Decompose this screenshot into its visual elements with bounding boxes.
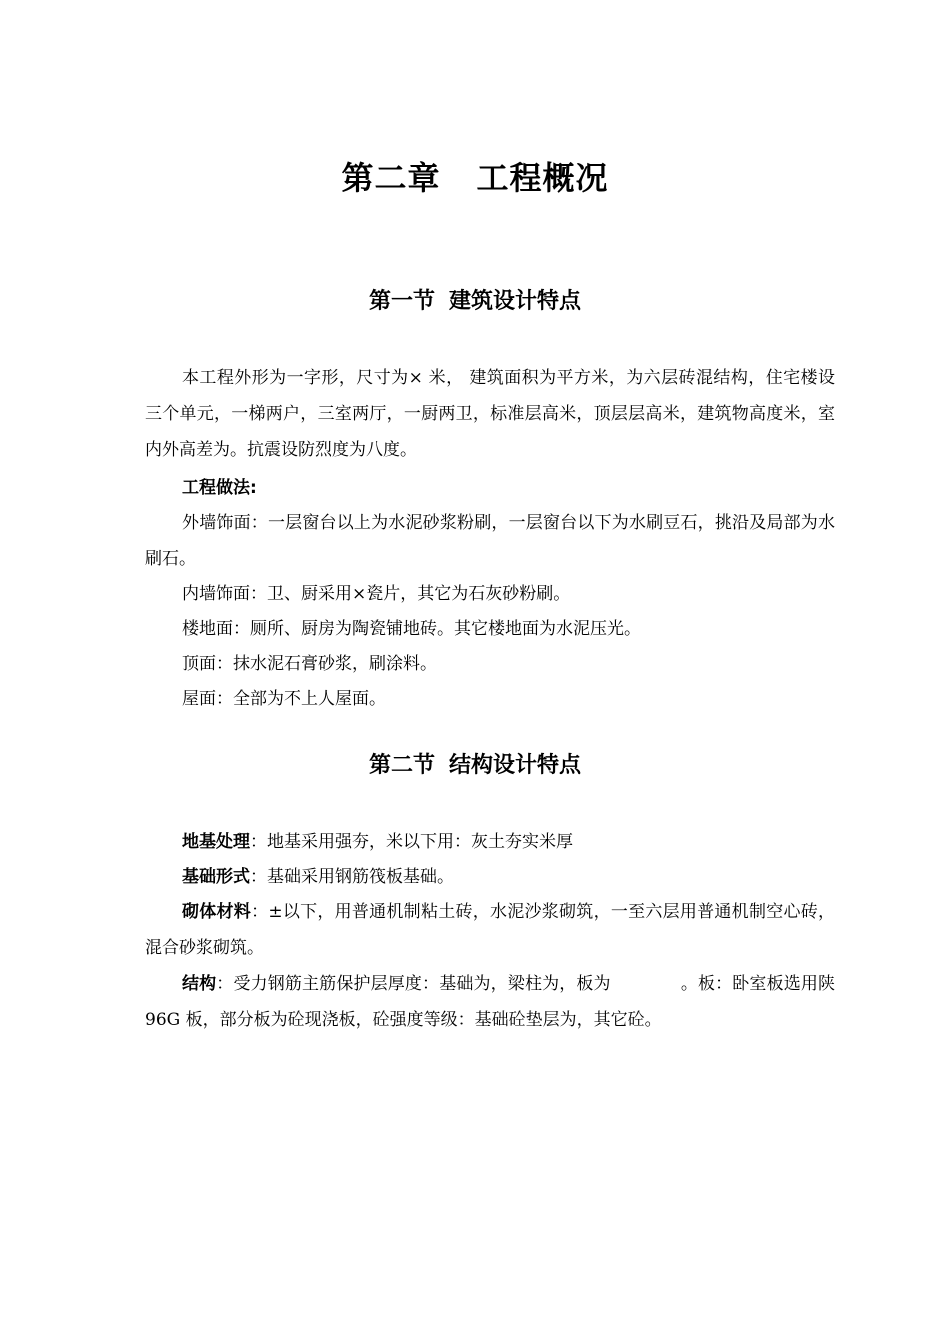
section-1-title (0, 284, 950, 320)
section-1-name: 建筑设计特点 (449, 289, 582, 314)
foundation-treatment-paragraph (145, 824, 835, 860)
foundation-form-text: ：基础采用钢筋筏板基础。 (250, 867, 454, 887)
masonry-text: ：±以下，用普通机制粘土砖，水泥沙浆砌筑，一至六层用普通机制空心砖，混合砂浆砌筑。 (145, 902, 836, 958)
masonry-label: 砌体材料 (182, 902, 252, 922)
structure-text-b: 。板：卧室板选用陕 96G 板，部分板为砼现浇板，砼强度等级：基础砼垫层为，其它砼。 (145, 974, 836, 1030)
section-1-intro: 本工程外形为一字形，尺寸为× 米， 建筑面积为平方米，为六层砖混结构，住宅楼设三个单元，一梯两户，三室两厅，一厨两卫，标准层高米，顶层层高米，建筑物高度米，室内外高差为。抗震设防烈度为八度。 (145, 368, 835, 460)
structure-label: 结构 (182, 974, 217, 994)
foundation-treatment-label: 地基处理 (182, 832, 250, 852)
chapter-number: 第二章 (341, 159, 441, 197)
chapter-name: 工程概况 (476, 159, 609, 197)
chapter-title (0, 152, 950, 204)
foundation-form-paragraph (145, 859, 835, 895)
section-2-number: 第二节 (368, 753, 435, 778)
structure-text-a: ：受力钢筋主筋保护层厚度：基础为，梁柱为，板为 (216, 974, 611, 994)
section-2-title (0, 748, 950, 784)
foundation-form-label: 基础形式 (182, 867, 250, 887)
masonry-paragraph (145, 894, 835, 966)
exterior-wall-paragraph: 外墙饰面：一层窗台以上为水泥砂浆粉刷，一层窗台以下为水刷豆石，挑沿及局部为水刷石。 (145, 513, 835, 569)
structure-paragraph (145, 966, 835, 1038)
interior-wall-paragraph: 内墙饰面：卫、厨采用×瓷片，其它为石灰砂粉刷。 (182, 584, 571, 604)
methods-label-text: 工程做法: (182, 478, 257, 498)
methods-label (145, 470, 835, 506)
ceiling-paragraph: 顶面：抹水泥石膏砂浆，刷涂料。 (182, 654, 437, 674)
roof-paragraph: 屋面：全部为不上人屋面。 (182, 689, 386, 709)
section-2-name: 结构设计特点 (449, 753, 582, 778)
section-1-number: 第一节 (368, 289, 435, 314)
foundation-treatment-text: ：地基采用强夯，米以下用：灰土夯实米厚 (250, 832, 573, 852)
floor-paragraph: 楼地面：厕所、厨房为陶瓷铺地砖。其它楼地面为水泥压光。 (182, 619, 641, 639)
